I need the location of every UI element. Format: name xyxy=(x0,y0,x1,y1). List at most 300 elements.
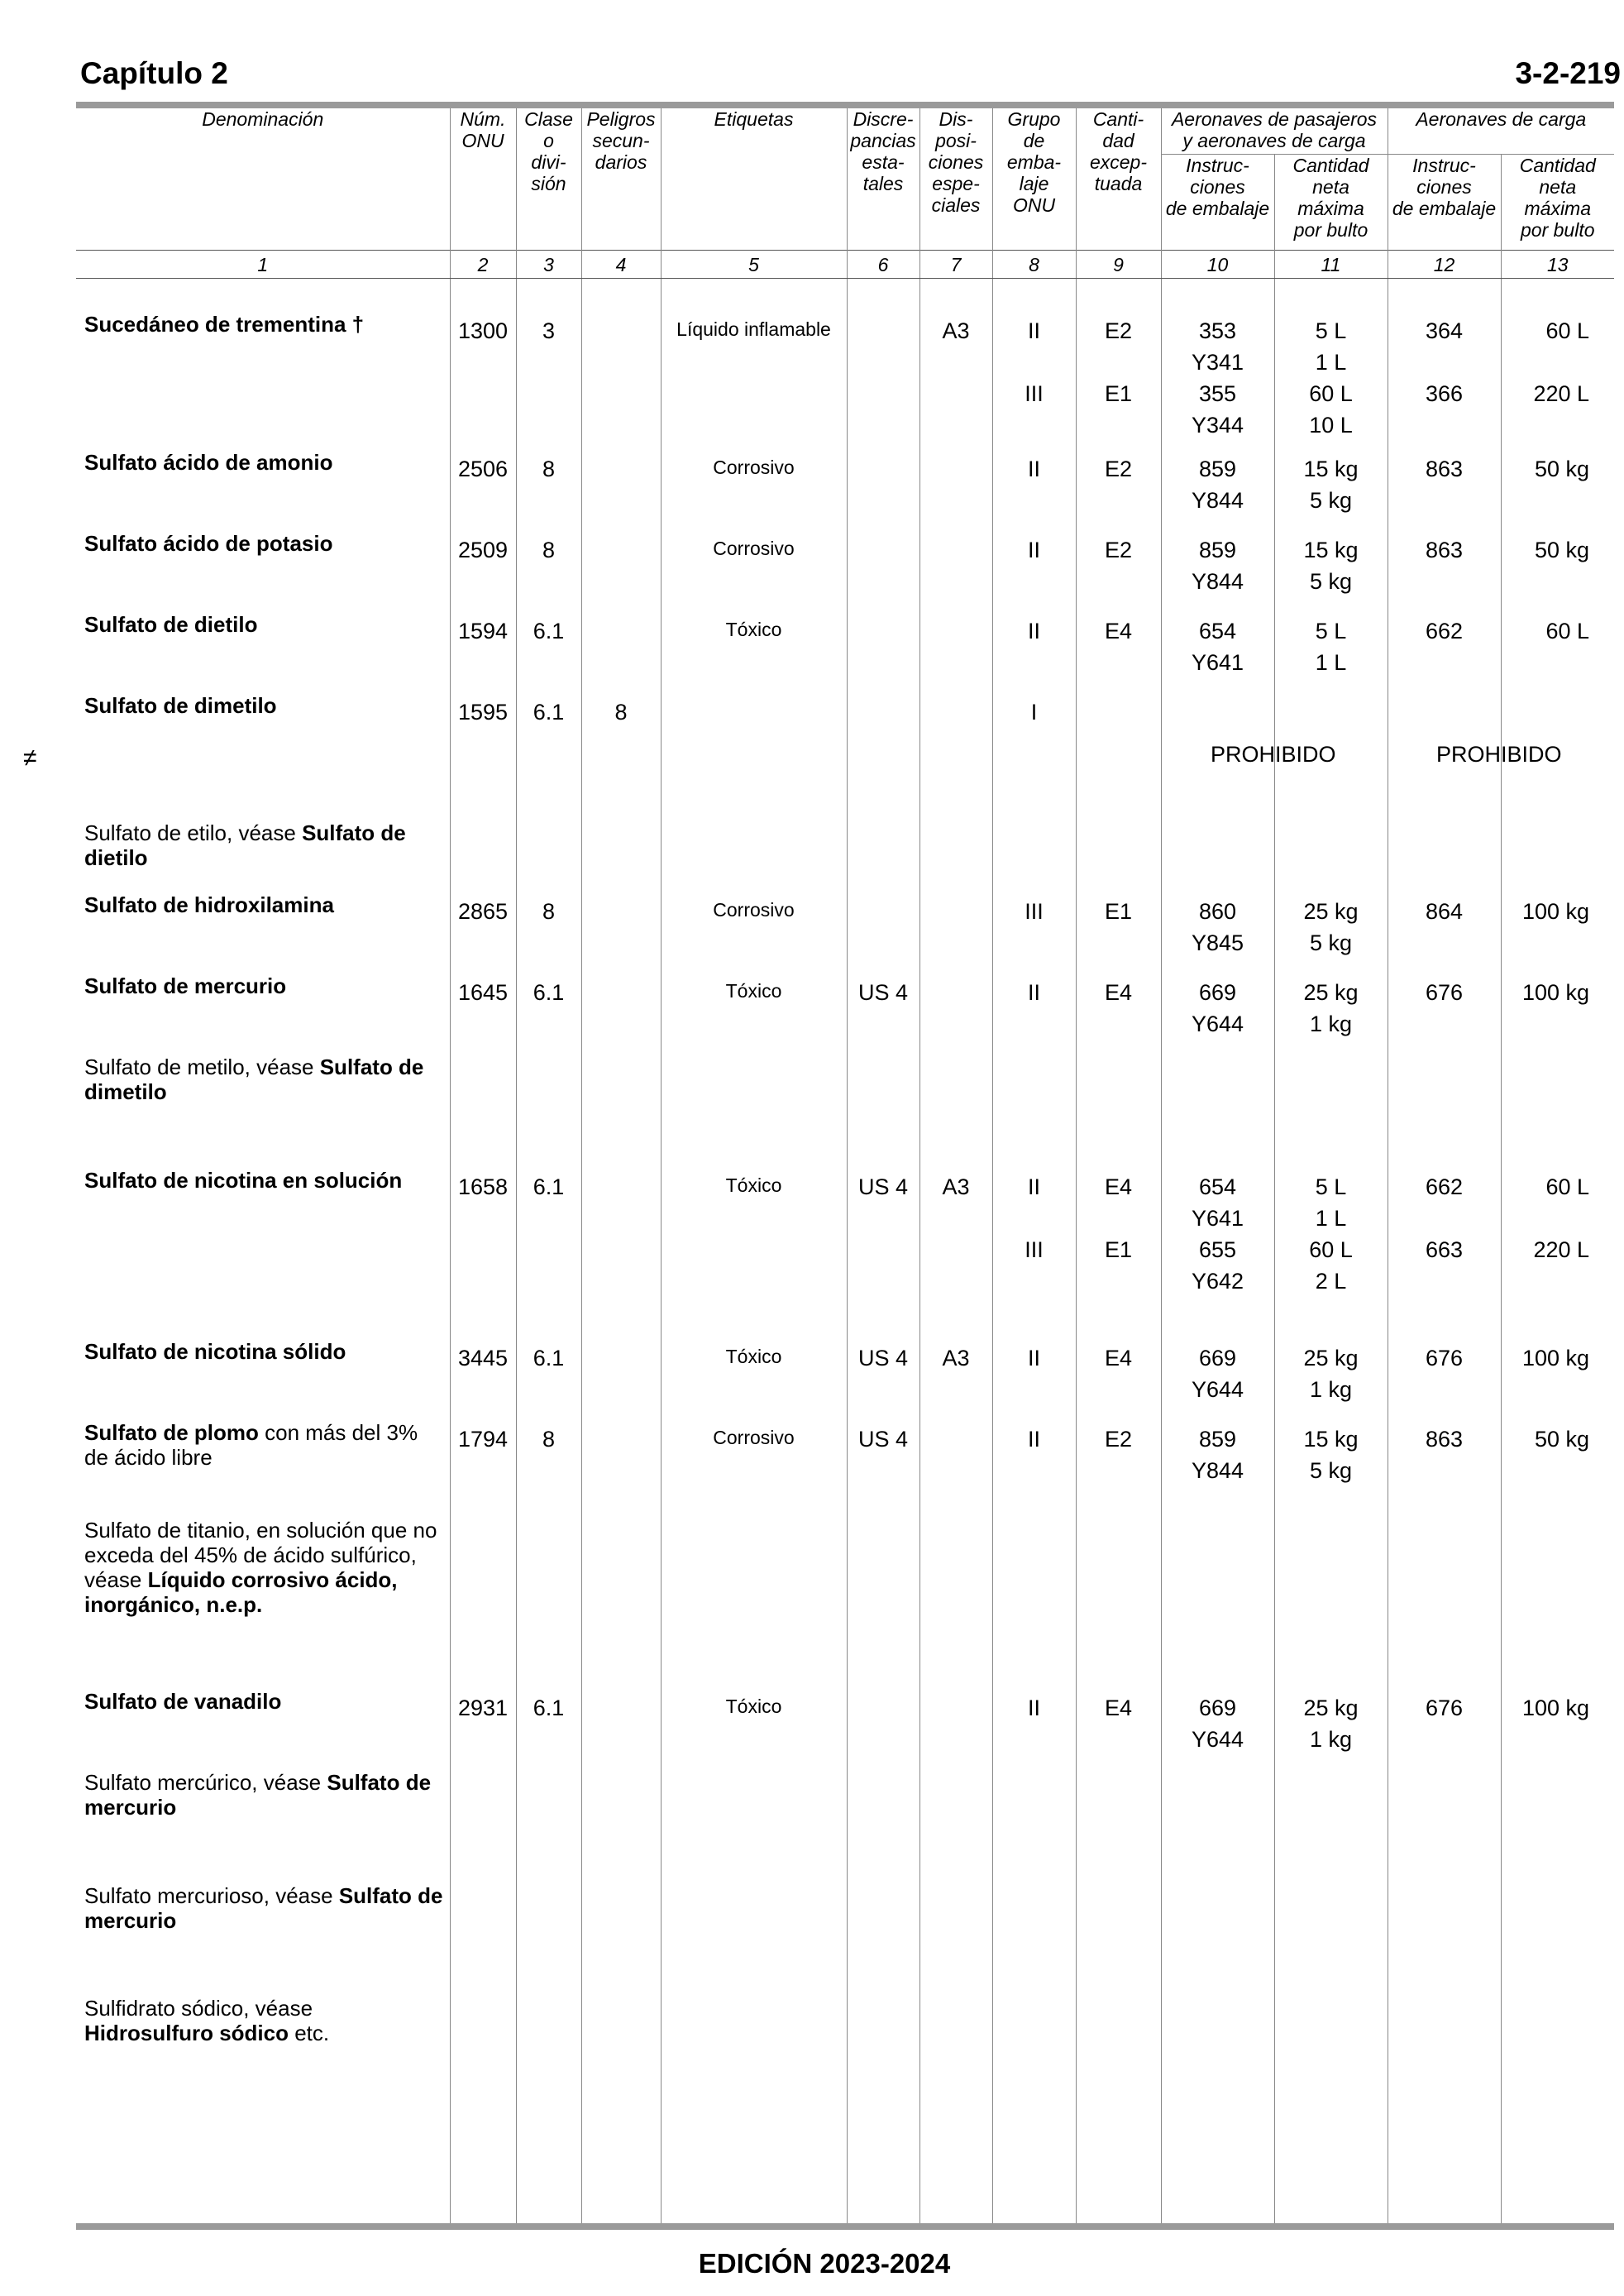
clase-cell: 6.1 xyxy=(516,610,581,691)
onu-cell: 1645 xyxy=(450,972,516,1053)
pax-instr-cell: 859 Y844 xyxy=(1161,529,1274,610)
onu-cell: 1595 xyxy=(450,691,516,773)
table-row xyxy=(76,1994,1614,2120)
empty-cell xyxy=(661,2120,847,2223)
name-bold-text: Sulfato ácido de potasio xyxy=(84,531,333,556)
pax-instr-cell xyxy=(1161,1053,1274,1166)
cargo-instr-cell: 662 xyxy=(1388,610,1501,691)
pax-instr-cell: 654 Y641 655 Y642 xyxy=(1161,1166,1274,1337)
cargo-cant-cell xyxy=(1501,1516,1614,1687)
table-filler-row xyxy=(76,2120,1614,2223)
exceptuada-cell: E4 xyxy=(1076,610,1161,691)
cargo-instr-cell: 676 xyxy=(1388,972,1501,1053)
cargo-cant-cell: 60 L 220 L xyxy=(1501,278,1614,448)
disposiciones-cell xyxy=(919,610,992,691)
cargo-instr-cell: 863 xyxy=(1388,529,1501,610)
etiqueta-cell xyxy=(661,1768,847,1882)
name-bold-text: Sulfato de nicotina en solución xyxy=(84,1168,403,1193)
cargo-cant-cell xyxy=(1501,773,1614,891)
cargo-cant-cell xyxy=(1501,1053,1614,1166)
grupo-cell xyxy=(992,773,1076,891)
pax-cant-cell: 5 L 1 L 60 L 10 L xyxy=(1274,278,1388,448)
onu-cell: 1300 xyxy=(450,278,516,448)
column-number: 3 xyxy=(516,250,581,278)
name-bold-text: Hidrosulfuro sódico xyxy=(84,2021,289,2045)
pax-cant-cell xyxy=(1274,1516,1388,1687)
empty-cell xyxy=(450,2120,516,2223)
column-number: 9 xyxy=(1076,250,1161,278)
cargo-instr-cell xyxy=(1388,773,1501,891)
disposiciones-cell xyxy=(919,1053,992,1166)
cargo-cant-cell: 60 L xyxy=(1501,610,1614,691)
cargo-instr-cell: 863 xyxy=(1388,448,1501,529)
discrepancias-cell: US 4 xyxy=(847,1337,919,1418)
header-etiquetas: Etiquetas xyxy=(661,108,847,250)
clase-cell: 6.1 xyxy=(516,972,581,1053)
peligros-cell xyxy=(581,1418,661,1516)
exceptuada-cell: E4 E1 xyxy=(1076,1166,1161,1337)
discrepancias-cell xyxy=(847,691,919,773)
pax-cant-cell: 5 L 1 L xyxy=(1274,610,1388,691)
onu-cell: 1794 xyxy=(450,1418,516,1516)
header-cargo-instrucciones: Instruc- ciones de embalaje xyxy=(1388,154,1501,250)
name-bold-text: Sulfato de vanadilo xyxy=(84,1689,282,1714)
exceptuada-cell xyxy=(1076,1882,1161,1994)
grupo-cell: II III xyxy=(992,278,1076,448)
table-row xyxy=(76,610,1614,691)
substance-name xyxy=(76,610,450,691)
pax-instr-cell xyxy=(1161,773,1274,891)
clase-cell xyxy=(516,773,581,891)
name-text: con más del 3% de ácido libre xyxy=(84,1420,418,1470)
pax-instr-cell xyxy=(1161,1994,1274,2120)
cargo-instr-cell: 676 xyxy=(1388,1687,1501,1768)
name-bold-text: Sulfato de nicotina sólido xyxy=(84,1339,346,1364)
header-cargo-cantidad: Cantidad neta máxima por bulto xyxy=(1501,154,1614,250)
header-grupo: Grupo de emba- laje ONU xyxy=(992,108,1076,250)
discrepancias-cell: US 4 xyxy=(847,972,919,1053)
exceptuada-cell xyxy=(1076,773,1161,891)
column-number: 13 xyxy=(1501,250,1614,278)
name-bold-text: Líquido corrosivo ácido, inorgánico, n.e.p. xyxy=(84,1567,398,1617)
etiqueta-cell: Tóxico xyxy=(661,1166,847,1337)
exceptuada-cell: E2 xyxy=(1076,1418,1161,1516)
header-aeronaves-pasajeros: Aeronaves de pasajeros y aeronaves de carga xyxy=(1161,108,1388,154)
table-row xyxy=(76,1053,1614,1166)
etiqueta-cell: Líquido inflamable xyxy=(661,278,847,448)
table-row xyxy=(76,891,1614,972)
exceptuada-cell: E4 xyxy=(1076,1687,1161,1768)
onu-cell xyxy=(450,773,516,891)
table-row xyxy=(76,529,1614,610)
column-number: 6 xyxy=(847,250,919,278)
pax-instr-cell xyxy=(1161,1882,1274,1994)
name-bold-text: Sulfato de mercurio xyxy=(84,1770,432,1820)
exceptuada-cell: E2 xyxy=(1076,448,1161,529)
etiqueta-cell: Corrosivo xyxy=(661,1418,847,1516)
top-rule xyxy=(76,102,1614,108)
pax-cant-cell xyxy=(1274,1882,1388,1994)
etiqueta-cell: Tóxico xyxy=(661,1337,847,1418)
peligros-cell: 8 xyxy=(581,691,661,773)
pax-cant-cell: 15 kg 5 kg xyxy=(1274,448,1388,529)
cargo-cant-cell: 100 kg xyxy=(1501,1337,1614,1418)
empty-cell xyxy=(1076,2120,1161,2223)
name-bold-text: Sulfato ácido de amonio xyxy=(84,450,333,475)
exceptuada-cell xyxy=(1076,1053,1161,1166)
exceptuada-cell xyxy=(1076,1768,1161,1882)
empty-cell xyxy=(516,2120,581,2223)
pax-cant-cell xyxy=(1274,773,1388,891)
clase-cell xyxy=(516,1053,581,1166)
grupo-cell: II xyxy=(992,1687,1076,1768)
discrepancias-cell xyxy=(847,1768,919,1882)
grupo-cell: II xyxy=(992,610,1076,691)
etiqueta-cell: Corrosivo xyxy=(661,891,847,972)
pax-cant-cell: 25 kg 1 kg xyxy=(1274,1687,1388,1768)
column-number: 8 xyxy=(992,250,1076,278)
grupo-cell: II xyxy=(992,1418,1076,1516)
peligros-cell xyxy=(581,891,661,972)
substance-name xyxy=(76,1337,450,1418)
onu-cell xyxy=(450,1994,516,2120)
substance-name xyxy=(76,278,450,448)
substance-name xyxy=(76,1994,450,2120)
peligros-cell xyxy=(581,1768,661,1882)
peligros-cell xyxy=(581,1166,661,1337)
header-denominacion: Denominación xyxy=(202,108,324,130)
pax-cant-cell: 15 kg 5 kg xyxy=(1274,529,1388,610)
clase-cell xyxy=(516,1882,581,1994)
clase-cell: 6.1 xyxy=(516,1687,581,1768)
clase-cell: 6.1 xyxy=(516,1337,581,1418)
cargo-instr-cell: 676 xyxy=(1388,1337,1501,1418)
grupo-cell: III xyxy=(992,891,1076,972)
pax-cant-cell xyxy=(1274,1994,1388,2120)
table-row xyxy=(76,1687,1614,1768)
peligros-cell xyxy=(581,1053,661,1166)
disposiciones-cell xyxy=(919,1418,992,1516)
column-number: 5 xyxy=(661,250,847,278)
pax-cant-cell: 25 kg 1 kg xyxy=(1274,1337,1388,1418)
pax-instr-cell: 353 Y341 355 Y344 xyxy=(1161,278,1274,448)
peligros-cell xyxy=(581,1337,661,1418)
substance-name xyxy=(76,529,450,610)
page-number: 3-2-219 xyxy=(1515,56,1621,90)
pax-cant-cell: 25 kg 5 kg xyxy=(1274,891,1388,972)
cargo-cant-cell: 50 kg xyxy=(1501,529,1614,610)
pax-instr-cell xyxy=(1161,1516,1274,1687)
etiqueta-cell xyxy=(661,773,847,891)
grupo-cell xyxy=(992,1882,1076,1994)
name-text: Sulfato de etilo, véase xyxy=(84,820,303,845)
pax-instr-cell: 860 Y845 xyxy=(1161,891,1274,972)
onu-cell xyxy=(450,1516,516,1687)
disposiciones-cell xyxy=(919,972,992,1053)
empty-cell xyxy=(992,2120,1076,2223)
etiqueta-cell xyxy=(661,1882,847,1994)
peligros-cell xyxy=(581,278,661,448)
dangerous-goods-table xyxy=(76,108,1614,2223)
table-row xyxy=(76,1337,1614,1418)
empty-cell xyxy=(76,2120,450,2223)
column-number: 1 xyxy=(76,250,450,278)
grupo-cell: I xyxy=(992,691,1076,773)
empty-cell xyxy=(919,2120,992,2223)
header-clase: Clase o divi- sión xyxy=(516,108,581,250)
clase-cell: 6.1 xyxy=(516,1166,581,1337)
name-text: etc. xyxy=(289,2021,330,2045)
pax-instr-cell xyxy=(1161,1768,1274,1882)
prohibido-cargo: PROHIBIDO xyxy=(1436,742,1562,767)
cargo-instr-cell xyxy=(1388,1882,1501,1994)
onu-cell xyxy=(450,1882,516,1994)
name-bold-text: Sulfato de dietilo xyxy=(84,612,258,637)
discrepancias-cell xyxy=(847,1687,919,1768)
onu-cell xyxy=(450,1053,516,1166)
peligros-cell xyxy=(581,1994,661,2120)
name-bold-text: Sulfato de dimetilo xyxy=(84,693,277,718)
pax-instr-cell: 859 Y844 xyxy=(1161,1418,1274,1516)
clase-cell xyxy=(516,1516,581,1687)
peligros-cell xyxy=(581,972,661,1053)
empty-cell xyxy=(1388,2120,1501,2223)
table-row xyxy=(76,691,1614,773)
name-bold-text: Sulfato de dimetilo xyxy=(84,1055,424,1104)
empty-cell xyxy=(1161,2120,1274,2223)
exceptuada-cell xyxy=(1076,1994,1161,2120)
peligros-cell xyxy=(581,773,661,891)
grupo-cell xyxy=(992,1053,1076,1166)
clase-cell: 8 xyxy=(516,1418,581,1516)
onu-cell: 2931 xyxy=(450,1687,516,1768)
substance-name xyxy=(76,1687,450,1768)
disposiciones-cell xyxy=(919,1768,992,1882)
discrepancias-cell: US 4 xyxy=(847,1166,919,1337)
header-pax-instrucciones: Instruc- ciones de embalaje xyxy=(1161,154,1274,250)
peligros-cell xyxy=(581,610,661,691)
disposiciones-cell xyxy=(919,691,992,773)
etiqueta-cell: Tóxico xyxy=(661,972,847,1053)
clase-cell: 8 xyxy=(516,891,581,972)
disposiciones-cell: A3 xyxy=(919,1166,992,1337)
column-number: 10 xyxy=(1161,250,1274,278)
exceptuada-cell: E1 xyxy=(1076,891,1161,972)
name-text: Sulfato de titanio, en solución que no exceda del 45% de ácido sulfúrico, véase xyxy=(84,1518,437,1592)
cargo-instr-cell xyxy=(1388,1053,1501,1166)
cargo-cant-cell: 50 kg xyxy=(1501,1418,1614,1516)
table-row xyxy=(76,773,1614,891)
disposiciones-cell xyxy=(919,1687,992,1768)
name-text: Sulfato mercúrico, véase xyxy=(84,1770,327,1795)
peligros-cell xyxy=(581,1516,661,1687)
table-row xyxy=(76,972,1614,1053)
peligros-cell xyxy=(581,1882,661,1994)
header-aeronaves-carga: Aeronaves de carga xyxy=(1388,108,1614,154)
header-discrepancias: Discre- pancias esta- tales xyxy=(847,108,919,250)
table-row xyxy=(76,1768,1614,1882)
discrepancias-cell xyxy=(847,1053,919,1166)
etiqueta-cell xyxy=(661,1994,847,2120)
name-bold-text: Sulfato de dietilo xyxy=(84,820,406,870)
discrepancias-cell xyxy=(847,1994,919,2120)
grupo-cell: II xyxy=(992,529,1076,610)
table-row xyxy=(76,1516,1614,1687)
column-number: 12 xyxy=(1388,250,1501,278)
name-bold-text: Sulfato de mercurio xyxy=(84,1883,443,1933)
edition-footer: EDICIÓN 2023-2024 xyxy=(698,2248,951,2279)
pax-instr-cell: 654 Y641 xyxy=(1161,610,1274,691)
onu-cell: 3445 xyxy=(450,1337,516,1418)
cargo-instr-cell xyxy=(1388,1768,1501,1882)
empty-cell xyxy=(581,2120,661,2223)
substance-name xyxy=(76,1053,450,1166)
column-number: 7 xyxy=(919,250,992,278)
grupo-cell: II xyxy=(992,1337,1076,1418)
disposiciones-cell xyxy=(919,773,992,891)
cargo-cant-cell: 100 kg xyxy=(1501,1687,1614,1768)
clase-cell xyxy=(516,1768,581,1882)
cargo-cant-cell: 60 L 220 L xyxy=(1501,1166,1614,1337)
disposiciones-cell xyxy=(919,891,992,972)
cargo-cant-cell: 100 kg xyxy=(1501,891,1614,972)
discrepancias-cell xyxy=(847,1516,919,1687)
etiqueta-cell: Tóxico xyxy=(661,1687,847,1768)
discrepancias-cell xyxy=(847,448,919,529)
substance-name xyxy=(76,1768,450,1882)
discrepancias-cell xyxy=(847,773,919,891)
exceptuada-cell: E2 xyxy=(1076,529,1161,610)
header-peligros: Peligros secun- darios xyxy=(581,108,661,250)
etiqueta-cell: Tóxico xyxy=(661,610,847,691)
disposiciones-cell xyxy=(919,1994,992,2120)
pax-cant-cell: 5 L 1 L 60 L 2 L xyxy=(1274,1166,1388,1337)
cargo-instr-cell: 364 366 xyxy=(1388,278,1501,448)
peligros-cell xyxy=(581,529,661,610)
onu-cell: 2865 xyxy=(450,891,516,972)
substance-name xyxy=(76,1166,450,1337)
exceptuada-cell: E4 xyxy=(1076,1337,1161,1418)
table-row xyxy=(76,278,1614,448)
name-bold-text: Sucedáneo de trementina † xyxy=(84,311,365,337)
table-row xyxy=(76,1882,1614,1994)
discrepancias-cell: US 4 xyxy=(847,1418,919,1516)
table-row xyxy=(76,1166,1614,1337)
cargo-instr-cell: 863 xyxy=(1388,1418,1501,1516)
grupo-cell: II III xyxy=(992,1166,1076,1337)
exceptuada-cell: E4 xyxy=(1076,972,1161,1053)
header-num-onu: Núm. ONU xyxy=(450,108,516,250)
header-pax-cantidad: Cantidad neta máxima por bulto xyxy=(1274,154,1388,250)
disposiciones-cell: A3 xyxy=(919,278,992,448)
cargo-cant-cell xyxy=(1501,1882,1614,1994)
substance-name xyxy=(76,448,450,529)
etiqueta-cell xyxy=(661,1516,847,1687)
pax-cant-cell: 25 kg 1 kg xyxy=(1274,972,1388,1053)
name-bold-text: Sulfato de mercurio xyxy=(84,973,287,998)
column-number: 2 xyxy=(450,250,516,278)
discrepancias-cell xyxy=(847,278,919,448)
name-text: Sulfato mercurioso, véase xyxy=(84,1883,339,1908)
header-cantidad-exceptuada: Canti- dad excep- tuada xyxy=(1076,108,1161,250)
table-row xyxy=(76,1418,1614,1516)
substance-name xyxy=(76,972,450,1053)
column-number: 4 xyxy=(581,250,661,278)
substance-name xyxy=(76,1418,450,1516)
onu-cell: 2509 xyxy=(450,529,516,610)
cargo-instr-cell: 864 xyxy=(1388,891,1501,972)
chapter-title: Capítulo 2 xyxy=(80,56,228,90)
table-body xyxy=(76,278,1614,2223)
exceptuada-cell: E2 E1 xyxy=(1076,278,1161,448)
substance-name xyxy=(76,773,450,891)
disposiciones-cell: A3 xyxy=(919,1337,992,1418)
pax-cant-cell: 15 kg 5 kg xyxy=(1274,1418,1388,1516)
grupo-cell xyxy=(992,1994,1076,2120)
empty-cell xyxy=(1501,2120,1614,2223)
cargo-cant-cell xyxy=(1501,1768,1614,1882)
onu-cell: 1658 xyxy=(450,1166,516,1337)
pax-instr-cell: 669 Y644 xyxy=(1161,972,1274,1053)
peligros-cell xyxy=(581,448,661,529)
exceptuada-cell xyxy=(1076,691,1161,773)
onu-cell xyxy=(450,1768,516,1882)
grupo-cell xyxy=(992,1768,1076,1882)
pax-instr-cell: 669 Y644 xyxy=(1161,1687,1274,1768)
disposiciones-cell xyxy=(919,1882,992,1994)
name-text: Sulfidrato sódico, véase xyxy=(84,1996,313,2021)
discrepancias-cell xyxy=(847,1882,919,1994)
clase-cell: 6.1 xyxy=(516,691,581,773)
column-number: 11 xyxy=(1274,250,1388,278)
cargo-instr-cell: 662 663 xyxy=(1388,1166,1501,1337)
name-bold-text: Sulfato de plomo xyxy=(84,1420,259,1445)
exceptuada-cell xyxy=(1076,1516,1161,1687)
table-row xyxy=(76,448,1614,529)
peligros-cell xyxy=(581,1687,661,1768)
discrepancias-cell xyxy=(847,891,919,972)
etiqueta-cell: Corrosivo xyxy=(661,529,847,610)
cargo-cant-cell: 100 kg xyxy=(1501,972,1614,1053)
disposiciones-cell xyxy=(919,1516,992,1687)
substance-name xyxy=(76,891,450,972)
prohibido-pax: PROHIBIDO xyxy=(1211,742,1336,767)
onu-cell: 1594 xyxy=(450,610,516,691)
substance-name xyxy=(76,1882,450,1994)
onu-cell: 2506 xyxy=(450,448,516,529)
etiqueta-cell: Corrosivo xyxy=(661,448,847,529)
grupo-cell: II xyxy=(992,972,1076,1053)
name-text: Sulfato de metilo, véase xyxy=(84,1055,320,1079)
bottom-rule xyxy=(76,2223,1614,2230)
etiqueta-cell xyxy=(661,1053,847,1166)
clase-cell: 8 xyxy=(516,529,581,610)
disposiciones-cell xyxy=(919,529,992,610)
change-mark: ≠ xyxy=(23,744,37,772)
pax-cant-cell xyxy=(1274,1768,1388,1882)
name-bold-text: Sulfato de hidroxilamina xyxy=(84,892,334,917)
pax-cant-cell xyxy=(1274,1053,1388,1166)
cargo-cant-cell xyxy=(1501,1994,1614,2120)
grupo-cell xyxy=(992,1516,1076,1687)
empty-cell xyxy=(1274,2120,1388,2223)
disposiciones-cell xyxy=(919,448,992,529)
dangerous-goods-table-wrapper xyxy=(76,108,1614,2223)
cargo-instr-cell xyxy=(1388,1994,1501,2120)
empty-cell xyxy=(847,2120,919,2223)
etiqueta-cell xyxy=(661,691,847,773)
header-disposiciones: Dis- posi- ciones espe- ciales xyxy=(919,108,992,250)
